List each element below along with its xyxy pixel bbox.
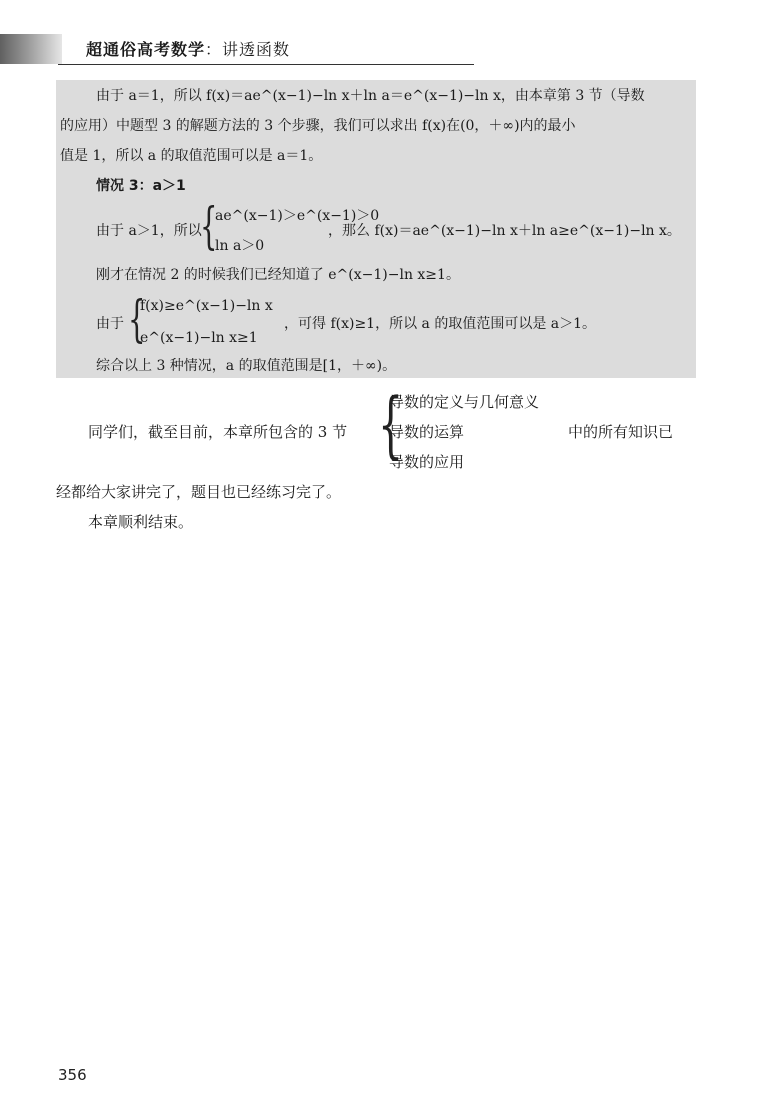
s3-row-1: f(x)≥e^(x−1)−ln x (140, 298, 273, 314)
page-number: 356 (58, 1066, 87, 1084)
p1-line-1: 由于 a＝1，所以 f(x)＝ae^(x−1)−ln x＋ln a＝e^(x−1)−ln x，由本章第 3 节（导数 (96, 88, 645, 104)
s2: 刚才在情况 2 的时候我们已经知道了 e^(x−1)−ln x≥1。 (96, 267, 460, 283)
section-item: 导数的应用 (389, 453, 465, 471)
s1-row-2: ln a＞0 (215, 238, 265, 254)
conclusion: 综合以上 3 种情况，a 的取值范围是[1，＋∞)。 (96, 358, 397, 374)
p2-prefix: 同学们，截至目前，本章所包含的 3 节 (88, 423, 348, 441)
left-brace: { (378, 382, 404, 466)
s1-row-1: ae^(x−1)＞e^(x−1)＞0 (215, 208, 380, 224)
p2-suffix: 中的所有知识已 (568, 423, 674, 441)
s3-suffix: ，可得 f(x)≥1，所以 a 的取值范围可以是 a＞1。 (284, 316, 597, 332)
s3-row-2: e^(x−1)−ln x≥1 (140, 330, 258, 346)
case-3-heading: 情况 3：a＞1 (96, 178, 186, 194)
left-brace: { (200, 197, 218, 255)
s1-prefix: 由于 a＞1，所以 (96, 223, 202, 239)
book-title: 超通俗高考数学 (86, 40, 206, 59)
section-item: 导数的运算 (389, 423, 465, 441)
running-header (86, 37, 290, 60)
header-rule (58, 64, 474, 65)
p2-line-2: 经都给大家讲完了，题目也已经练习完了。 (56, 483, 342, 501)
p3: 本章顺利结束。 (88, 513, 194, 531)
s3-prefix: 由于 (96, 316, 124, 332)
book-subtitle: ：讲透函数 (205, 40, 291, 59)
left-brace: { (128, 290, 146, 348)
p1-line-3: 值是 1，所以 a 的取值范围可以是 a＝1。 (60, 148, 323, 164)
header-decoration (0, 34, 62, 64)
s1-suffix: ，那么 f(x)＝ae^(x−1)−ln x＋ln a≥e^(x−1)−ln x。 (328, 223, 681, 239)
p1-line-2: 的应用）中题型 3 的解题方法的 3 个步骤，我们可以求出 f(x)在(0，＋∞)内的最小 (60, 118, 576, 134)
section-item: 导数的定义与几何意义 (389, 393, 540, 411)
